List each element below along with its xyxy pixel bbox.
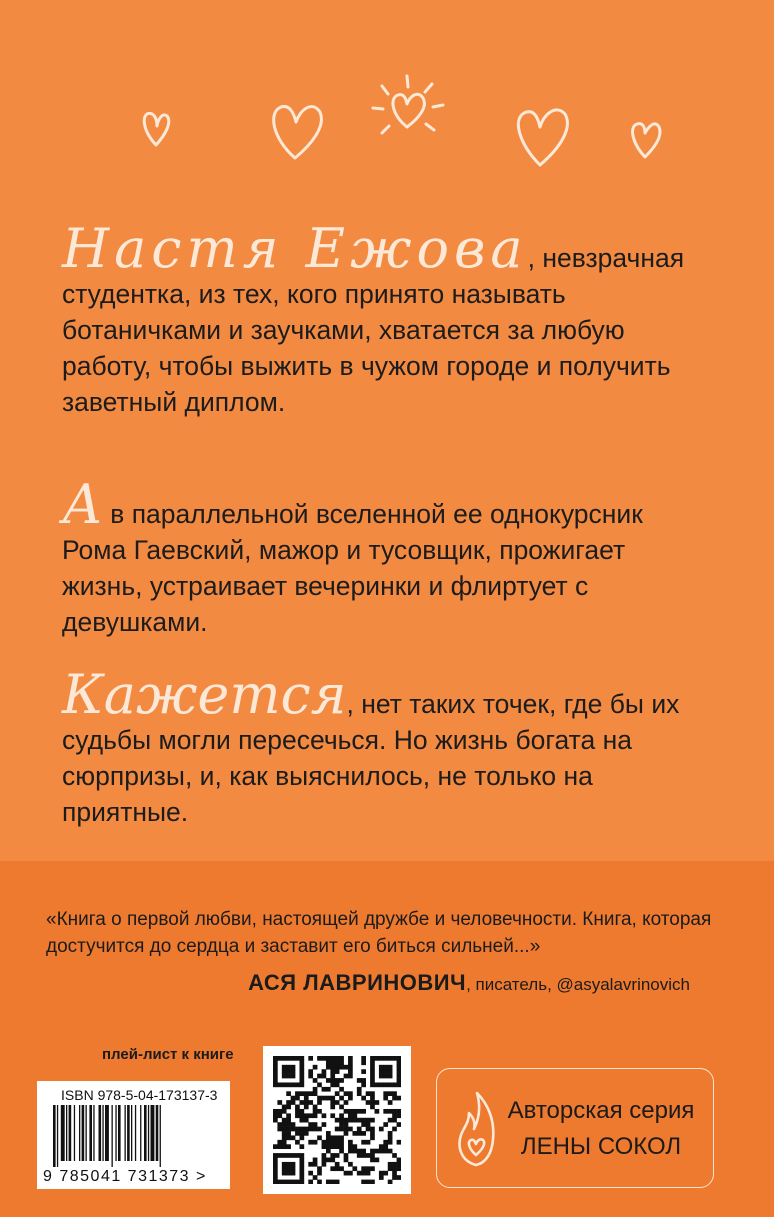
isbn-barcode <box>37 1081 230 1189</box>
barcode-bars <box>51 1105 221 1167</box>
heart-icon <box>633 124 660 157</box>
series-title: Авторская серия <box>507 1097 695 1124</box>
qr-code-pattern <box>273 1056 401 1184</box>
blurb-paragraph-1 <box>62 217 712 420</box>
author-series-badge <box>436 1068 714 1188</box>
script-heading-kazhetsya: Кажется <box>62 663 347 726</box>
heart-icon <box>393 94 424 127</box>
qr-code[interactable] <box>263 1046 411 1194</box>
blurb-paragraph-2 <box>62 473 712 640</box>
playlist-label: плей-лист к книге <box>102 1046 234 1063</box>
script-heading-a: А <box>62 473 103 536</box>
heart-icon <box>518 110 567 165</box>
ean-digits: 9 785041 731373 > <box>43 1168 207 1185</box>
blurb-paragraph-3 <box>62 663 712 830</box>
isbn-label: ISBN 978-5-04-173137-3 <box>61 1087 218 1103</box>
paragraph-text: в параллельной вселенной ее однокурсник Рома Гаевский, мажор и тусовщик, прожигает жизнь, устраивает вечеринки и флиртует с девушками. <box>62 499 643 637</box>
heart-icon <box>144 113 169 145</box>
hearts-decoration <box>0 0 774 200</box>
author-name: АСЯ ЛАВРИНОВИЧ <box>248 970 467 995</box>
author-role: , писатель, @asyalavrinovich <box>466 975 690 994</box>
script-heading-name: Настя Ежова <box>62 217 528 280</box>
paragraph-text: , невзрачная студентка, из тех, кого принято называть ботаничками и заучками, хватается за любую работу, чтобы выжить в чужом городе и получить заветный диплом. <box>62 243 685 417</box>
heart-icon <box>274 106 322 158</box>
quote-attribution <box>248 970 690 996</box>
review-quote: «Книга о первой любви, настоящей дружбе и человечности. Книга, которая достучится до сердца и заставит его биться сильней...» <box>46 909 712 957</box>
paragraph-text: , нет таких точек, где бы их судьбы могли пересечься. Но жизнь богата на сюрпризы, и, как выяснилось, не только на приятные. <box>62 689 680 827</box>
series-author: ЛЕНЫ СОКОЛ <box>520 1133 682 1160</box>
flame-heart-icon <box>455 1089 497 1169</box>
